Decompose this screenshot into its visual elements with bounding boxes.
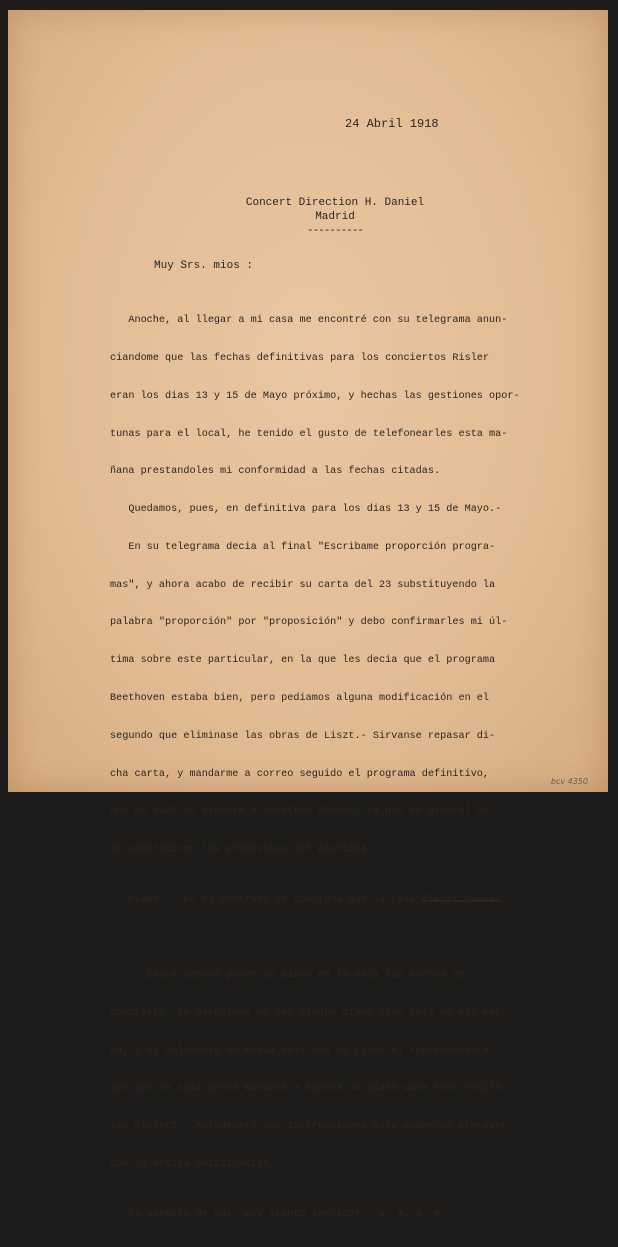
piano-line-text: En el contrato se consigna que la casa (171, 894, 422, 906)
body-line: Erard deberá poner un piano en la sala las noches de (110, 970, 465, 982)
salutation: Muy Srs. mios : (154, 260, 254, 272)
body-line: tunas para el local, he tenido el gusto de telefonearles esta ma- (110, 428, 508, 440)
body-line: tima sobre este particular, en la que les decia que el programa (110, 655, 496, 667)
piano-heading: PIANO - (110, 894, 172, 906)
piano-dashes: ------- (110, 932, 172, 944)
body-line: Quedamos, pues, en definitiva para los dias 13 y 15 de Mayo.- (110, 504, 502, 516)
letter-page (8, 10, 608, 1221)
letter-body (110, 290, 610, 1247)
closing-line: Es siempre de Vds. muy atento servidor q. e. s. m. (110, 1209, 447, 1221)
body-line: Anoche, al llegar a mi casa me encontré con su telegrama anun- (110, 315, 508, 327)
struck-text: Pleyel Gaveau (421, 894, 502, 906)
body-line: mas", y ahora acabo de recibir su carta del 23 substituyendo la (110, 579, 496, 591)
archive-note: bcv 4350 (550, 777, 588, 786)
body-line: con la debida anticipación.- (110, 1158, 282, 1170)
letter-date: 24 Abril 1918 (345, 117, 439, 131)
body-line: les Risler? - Agradeceré sus instrucciones para podernos precaver (110, 1121, 508, 1133)
body-line: eran los dias 13 y 15 de Mayo próximo, y hechas las gestiones opor- (110, 390, 520, 402)
addressee-name: Concert Direction H. Daniel (245, 197, 425, 209)
addressee-block (230, 196, 440, 238)
body-line: ciandome que las fechas definitivas para los conciertos Risler (110, 352, 490, 364)
body-line: palabra "proporción" por "proposición" y debo confirmarles mi úl- (110, 617, 508, 629)
body-line: concierto. En Barcelona no hay ningún piano gran cola de esa mar- (110, 1007, 508, 1019)
addressee-city: Madrid (315, 211, 355, 223)
body-line: ca, y si solamente un media cola que lo tiene el representante.- (110, 1045, 502, 1057)
body-line: segundo que eliminase las obras de Liszt.- Sirvanse repasar di- (110, 730, 496, 742)
body-line: ¿Es que la casa Erard mandará a España un piano para esos recita- (110, 1083, 508, 1095)
body-line: cha carta, y mandarme a correo seguido el programa definitivo, (110, 768, 490, 780)
body-line: ñana prestandoles mi conformidad a las fechas citadas. (110, 466, 441, 478)
body-line: En su telegrama decia al final "Escribame proporción progra- (110, 541, 496, 553)
body-line: Beethoven estaba bien, pero pediamos alguna modificación en el (110, 693, 490, 704)
body-line: que no dudo se atendrá a nuestros deseos, ya que en general no (110, 806, 490, 818)
body-line: se contradicen los propósitos del pianista.- (110, 844, 379, 856)
piano-line (110, 895, 610, 908)
addressee-underline: ---------- (306, 225, 363, 237)
